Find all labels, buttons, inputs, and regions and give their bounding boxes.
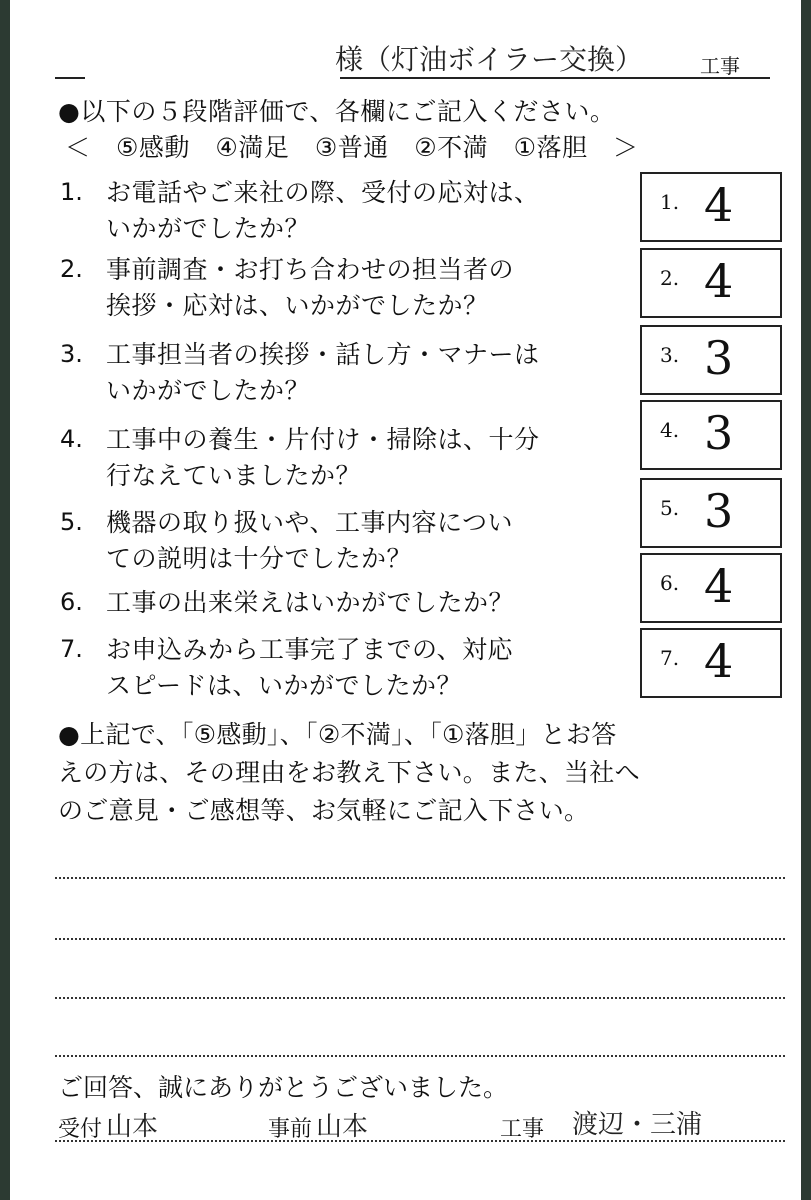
question-line: 事前調査・お打ち合わせの担当者の [106, 255, 515, 284]
rating-box [640, 553, 782, 623]
rating-scale: ＜ ⑤感動 ④満足 ③普通 ②不満 ①落胆 ＞ [65, 133, 639, 162]
question-line: 工事の出来栄えはいかがでしたか？ [106, 588, 515, 617]
rating-box-number: 5. [660, 496, 680, 520]
header-work-label: 工事 [700, 54, 740, 78]
work-staff-names: 渡辺・三浦 [572, 1110, 703, 1140]
comment-line [55, 938, 785, 940]
rating-box-number: 3. [660, 343, 680, 367]
question-line: 工事中の養生・片付け・掃除は、十分 [106, 425, 540, 454]
comment-instructions [58, 716, 788, 830]
rating-value: 3 [704, 331, 734, 385]
question-text [106, 422, 666, 494]
question-text [106, 632, 666, 704]
work-label: 工事 [500, 1117, 545, 1142]
rating-box-number: 1. [660, 190, 680, 214]
signature-line [55, 1140, 785, 1142]
question-number: 4. [60, 425, 83, 453]
question-number: 3. [60, 340, 83, 368]
question-line: 工事担当者の挨拶・話し方・マナーは [106, 340, 540, 369]
thank-you-message: ご回答、誠にありがとうございました。 [58, 1073, 509, 1102]
question-text [106, 505, 666, 577]
question-number: 5. [60, 508, 83, 536]
question-text [106, 175, 666, 247]
instructions: ●以下の５段階評価で、各欄にご記入ください。 [58, 97, 616, 126]
comment-line [55, 997, 785, 999]
question-text [106, 337, 666, 409]
question-number: 6. [60, 588, 83, 616]
reception-label: 受付 [58, 1117, 103, 1142]
question-line: いかがでしたか？ [106, 376, 311, 405]
customer-name: 様（灯油ボイラー交換） [335, 43, 644, 76]
question-line: お電話やご来社の際、受付の応対は、 [106, 178, 540, 207]
comment-instructions-line: のご意見・ご感想等、お気軽にご記入下さい。 [58, 796, 590, 825]
rating-box-number: 4. [660, 418, 680, 442]
question-line: ての説明は十分でしたか？ [106, 544, 413, 573]
rating-value: 3 [704, 406, 734, 460]
rating-box [640, 248, 782, 318]
question-text [106, 252, 666, 324]
comment-line [55, 1055, 785, 1057]
rating-box-number: 6. [660, 571, 680, 595]
question-line: お申込みから工事完了までの、対応 [106, 635, 514, 664]
rating-box [640, 400, 782, 470]
question-number: 7. [60, 635, 83, 663]
comment-instructions-line: えの方は、その理由をお教え下さい。また、当社へ [58, 758, 640, 787]
question-number: 1. [60, 178, 83, 206]
rating-value: 4 [704, 254, 734, 308]
header-underline [340, 77, 770, 79]
question-number: 2. [60, 255, 83, 283]
rating-value: 4 [704, 634, 734, 688]
rating-value: 4 [704, 178, 734, 232]
rating-box-number: 2. [660, 266, 680, 290]
rating-value: 3 [704, 484, 734, 538]
comment-instructions-line: ●上記で、「⑤感動」、「②不満」、「①落胆」とお答 [58, 720, 617, 749]
rating-box [640, 325, 782, 395]
pre-survey-label: 事前 [268, 1117, 313, 1142]
question-line: スピードは、いかがでしたか？ [106, 671, 463, 700]
question-line: 行なえていましたか？ [106, 461, 362, 490]
rating-box [640, 172, 782, 242]
rating-box [640, 478, 782, 548]
rating-value: 4 [704, 559, 734, 613]
rating-box [640, 628, 782, 698]
comment-line [55, 877, 785, 879]
question-text [106, 585, 666, 621]
reception-staff-name: 山本 [106, 1112, 159, 1142]
question-line: 挨拶・応対は、いかがでしたか？ [106, 291, 489, 320]
question-line: いかがでしたか？ [106, 214, 311, 243]
rating-box-number: 7. [660, 646, 680, 670]
header-underline-left [55, 77, 85, 79]
question-line: 機器の取り扱いや、工事内容につい [106, 508, 514, 537]
pre-survey-staff-name: 山本 [316, 1112, 369, 1142]
